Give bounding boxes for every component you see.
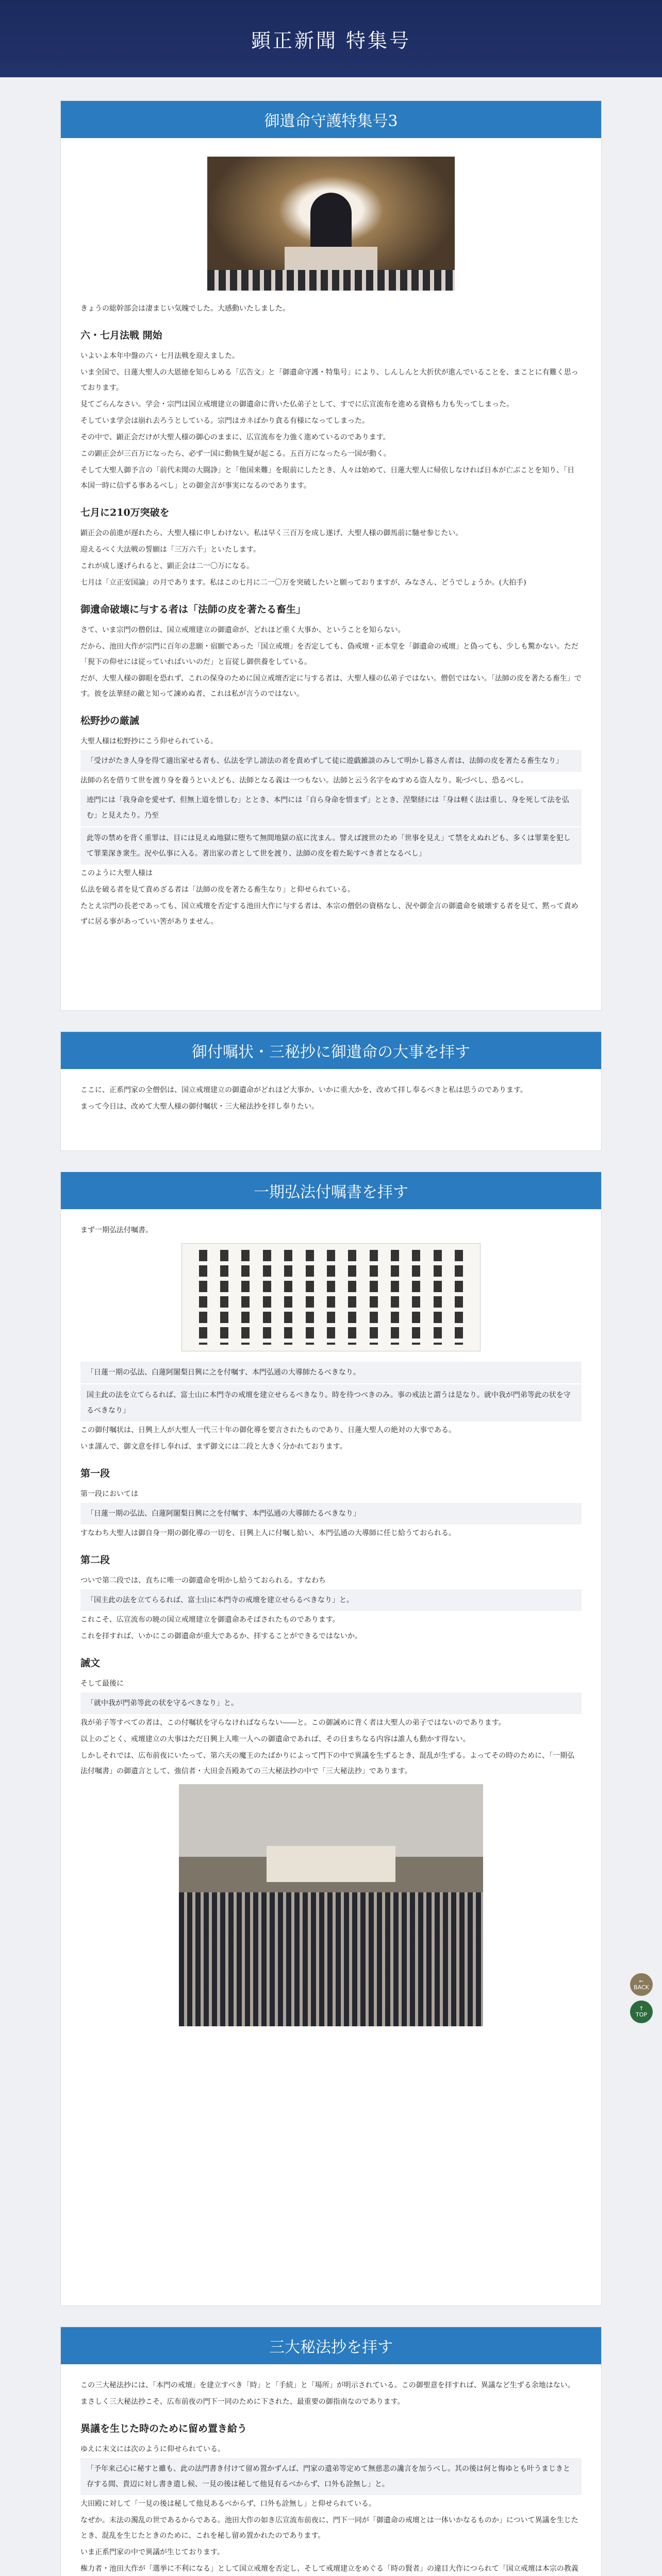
section-transfer-documents [60, 1031, 602, 1151]
paragraph: この御付嘱状は、日興上人が大聖人一代三十年の御化導を要言されたものであり、日蓮大聖人の絶対の大事である。 [80, 1426, 456, 1434]
section-heading: 一期弘法付嘱書を拝す [61, 1172, 601, 1209]
section-heading: 御付嘱状・三秘抄に御遺命の大事を拝す [61, 1032, 601, 1069]
paragraph: 顕正会の前進が遅れたら、大聖人様に申しわけない。私は早く三百万を成し遂げ、大聖人様の御馬前に馳せ参じたい。 [80, 529, 463, 537]
scripture-quote: 「受けがたき人身を得て適出家せる者も、仏法を学し謗法の者を責めずして徒に遊戯雑談のみして明かし暮さん者は、法師の皮を著たる畜生なり」 [80, 750, 582, 772]
paragraph: だから、池田大作が宗門に百年の悲願・宿願であった「国立戒壇」を否定しても、偽戒壇・正本堂を「御遺命の戒壇」と偽っても、少しも驚かない。ただ「猊下の仰せには従っていればいいのだ」と盲従し御供養をしている。 [80, 642, 578, 666]
paragraph: 見てごらんなさい。学会・宗門は国立戒壇建立の御遺命に背いた仏弟子として、すでに広宣流布を進める資格も力も失ってしまった。 [80, 400, 514, 409]
paragraph: だが、大聖人様の御眼を恐れず、これの保身のために国立戒壇否定に与する者は、大聖人様の仏弟子ではない。僧侶ではない。「法師の皮を著たる畜生」です。彼を法華経の敵と知って諫めぬ者、これは私が言うのではない。 [80, 674, 582, 698]
back-button[interactable] [630, 1973, 653, 1996]
paragraph: 以上のごとく、戒壇建立の大事はただ日興上人唯一人への御遺命であれば、その日まちなる内容は誰人も動かす得ない。 [80, 1735, 470, 1743]
scripture-quote: 国主此の法を立てらるれば、富士山に本門寺の戒壇を建立せらるべきなり。時を待つべきのみ。事の戒法と謂うは是なり。就中我が門弟等此の状を守るべきなり」 [80, 1384, 582, 1421]
paragraph: 権力者・池田大作が「選挙に不利になる」として国立戒壇を否定し、そして戒壇建立をめぐる「時の賢者」の違目大作につられて「国立戒壇は本宗の教義 [80, 2565, 578, 2573]
subheading: 異議を生じた時のために留め置き給う [80, 2423, 247, 2434]
paragraph: この顕正会が三百万になったら、必ず一国に動執生疑が起こる。五百万になったら一国が動く。 [80, 450, 391, 458]
subheading: 七月に210万突破を [80, 507, 170, 518]
paragraph: 七月は「立正安国論」の月であります。私はこの七月に二一〇万を突破したいと願っておりますが、みなさん、どうでしょうか。(大拍手) [80, 579, 526, 587]
subheading: 誡文 [80, 1657, 101, 1669]
paragraph: 大聖人様は松野抄にこう仰せられている。 [80, 737, 218, 745]
scroll-top-button[interactable] [630, 2001, 653, 2023]
paragraph: これを拝すれば、いかにこの御遺命が重大であるか、拝することができるではないか。 [80, 1632, 362, 1640]
paragraph: 法師の名を借りて世を渡り身を養うといえども、法師となる義は一つもない。法師と云う名字をぬすめる盗人なり。恥づべし、恐るべし。 [80, 776, 528, 785]
paragraph: いま謹んで、御文意を拝し奉れば、まず御文には二段と大きく分かれております。 [80, 1443, 347, 1451]
paragraph: ついで第二段では、直ちに唯一の御遺命を明かし給うておられる。すなわち [80, 1577, 326, 1585]
paragraph: このように大聖人様は [80, 869, 153, 877]
subheading: 御遺命破壊に与する者は「法師の皮を著たる畜生」 [80, 604, 306, 615]
subheading: 第一段 [80, 1468, 110, 1479]
scripture-quote: 「日蓮一期の弘法、白蓮阿闍梨日興に之を付嘱す、本門弘通の大導師たるべきなり」 [80, 1503, 582, 1524]
paragraph: なぜか。末法の濁乱の世であるからである。池田大作の如き広宣流布前夜に、門下一同が「御遺命の戒壇とは一体いかなるものか」について異議を生じたとき、混乱を生じたときのために、これを秘し留め置かれたのであります。 [80, 2516, 578, 2540]
paragraph: これこそ、広宣流布の暁の国立戒壇建立を御遺命あそばされたものであります。 [80, 1616, 340, 1624]
scripture-quote: 「国主此の法を立てらるれば、富士山に本門寺の戒壇を建立せらるべきなり」と。 [80, 1589, 582, 1611]
paragraph: その中で、顕正会だけが大聖人様の御心のままに、広宣流布を力強く進めているのであります。 [80, 433, 390, 442]
section-heading: 御遺命守護特集号3 [61, 101, 601, 138]
paragraph: 我が弟子等すべての者は、この付嘱状を守らなければならない――と。この御誡めに背く者は大聖人の弟子ではないのであります。 [80, 1719, 506, 1727]
masthead [0, 0, 662, 77]
article-container [60, 77, 602, 2576]
paragraph: まず一期弘法付嘱書。 [80, 1226, 153, 1234]
up-arrow-icon: ↑ [639, 2005, 644, 2012]
paragraph: すなわち大聖人は御自身一期の御化導の一切を、日興上人に付嘱し給い、本門弘通の大導師に任じ給うておられる。 [80, 1529, 456, 1537]
paragraph: 第一段においては [80, 1490, 138, 1498]
paragraph: たとえ宗門の長老であっても、国立戒壇を否定する池田大作に与する者は、本宗の僧侶の資格なし、況や御金言の御遺命を破壊する者を見て、黙って責めずに居る事があっていい筈がありません。 [80, 902, 578, 926]
scripture-quote: 「予年来己心に秘すと雖も、此の法門書き付けて留め置かずんば、門家の遺弟等定めて無慈悲の讒言を加うべし。其の後は何と悔ゆとも叶うまじきと存する間、貴辺に対し書き遣し候、一見の後は秘して他見有るべからず、口外も詮無し」と。 [80, 2458, 582, 2495]
subheading: 松野抄の厳誡 [80, 715, 140, 726]
assembly-hall-photo [179, 1784, 483, 2026]
paragraph: まさしく三大秘法抄こそ、広布前夜の門下一同のために下された、最重要の御指南なのであります。 [80, 2398, 405, 2406]
section-heading: 三大秘法抄を拝す [61, 2327, 601, 2364]
paragraph: 仏法を破る者を見て責めざる者は「法師の皮を著たる畜生なり」と仰せられている。 [80, 886, 355, 894]
back-label: BACK [634, 1984, 649, 1991]
section-sandai-hihou [60, 2327, 602, 2576]
paragraph: いよいよ本年中盤の六・七月法戦を迎えました。 [80, 352, 239, 360]
paragraph: これが成し遂げられると、顕正会は二一〇万になる。 [80, 562, 254, 570]
masthead-title: 顕正新聞 特集号 [251, 29, 411, 52]
paragraph: いま全国で、日蓮大聖人の大恩徳を知らしめる「広告文」と「御遺命守護・特集号」により、しんしんと大折伏が進んでいることを、まことに有難く思っております。 [80, 368, 578, 392]
scripture-quote: 迹門には「我身命を愛せず、但無上道を惜しむ」ととき、本門には「自ら身命を惜まず」ととき、涅槃経には「身は軽く法は重し、身を死して法を弘む」と見えたり。乃至 [80, 789, 582, 826]
paragraph: いま正系門家の中で異議が生じております。 [80, 2548, 224, 2556]
paragraph: 迎えるべく大法戦の誓願は「三万六千」といたします。 [80, 546, 260, 554]
subheading: 第二段 [80, 1554, 110, 1566]
subheading: 六・七月法戦 開始 [80, 330, 162, 341]
paragraph: そして大聖人御予言の「前代未聞の大闘諍」と「他国来難」を眼前にしたとき、人々は始めて、日蓮大聖人に帰依しなければ日本が亡ぶことを知り、「日本国一時に信ずる事あるべし」との御金言が事実になるのであります。 [80, 466, 575, 490]
paragraph: この三大秘法抄には、「本門の戒壇」を建立すべき「時」と「手続」と「場所」が明示されている。この御聖意を拝すれば、異議など生ずる余地はない。 [80, 2381, 575, 2389]
scripture-quote: 「就中我が門弟等此の状を守るべきなり」と。 [80, 1692, 582, 1714]
top-label: TOP [635, 2011, 647, 2018]
paragraph: ゆえに末文には次のように仰せられている。 [80, 2445, 225, 2453]
section-special-issue [60, 100, 602, 1011]
paragraph: そして最後に [80, 1680, 124, 1688]
paragraph: しかしそれでは、広布前夜にいたって、第六天の魔王のたばかりによって門下の中で異議を生ずるとき、混乱が生ずる。よってその時のために、「一期弘法付嘱書」の御遺言として、強信者・大田金吾殿あての三大秘法抄の中で「三大秘法抄」であります。 [80, 1752, 575, 1775]
scripture-quote: 「日蓮一期の弘法、白蓮阿闍梨日興に之を付嘱す、本門弘通の大導師たるべきなり。 [80, 1362, 582, 1383]
paragraph: 大田殿に対して「一見の後は秘して他見あるべからず、口外も詮無し」と仰せられている。 [80, 2500, 376, 2508]
paragraph: ここに、正系門家の全僧侶は、国立戒壇建立の御遺命がどれほど大事か、いかに重大かを、改めて拝し奉るべきと私は思うのであります。 [80, 1086, 527, 1094]
calligraphy-scroll-image [181, 1243, 481, 1351]
photo-caption: きょうの総幹部会は凄まじい気魄でした。大感動いたしました。 [80, 304, 290, 313]
paragraph: そしていま学会は崩れ去ろうとしている。宗門はカネばかり貪る有様になってしまった。 [80, 417, 369, 425]
scripture-quote: 此等の禁めを背く重罪は、目には見えぬ地獄に堕ちて無間地獄の底に沈まん。譬えば渡世のため「世事を見え」て禁をえぬれども、多くは罪業を犯して罪業深き衆生。況や仏事に入る。著出家の者として世を渡り、法師の皮を着た恥すべき者となるべし」 [80, 827, 582, 865]
back-arrow-icon: ← [639, 1978, 644, 1985]
section-ichigo-guhou [60, 1172, 602, 2306]
speech-photo [207, 157, 455, 291]
paragraph: まって今日は、改めて大聖人様の御付嘱状・三大秘法抄を拝し奉りたい。 [80, 1103, 319, 1111]
paragraph: さて、いま宗門の僧侶は、国立戒壇建立の御遺命が、どれほど重く大事か、ということを知らない。 [80, 626, 405, 634]
